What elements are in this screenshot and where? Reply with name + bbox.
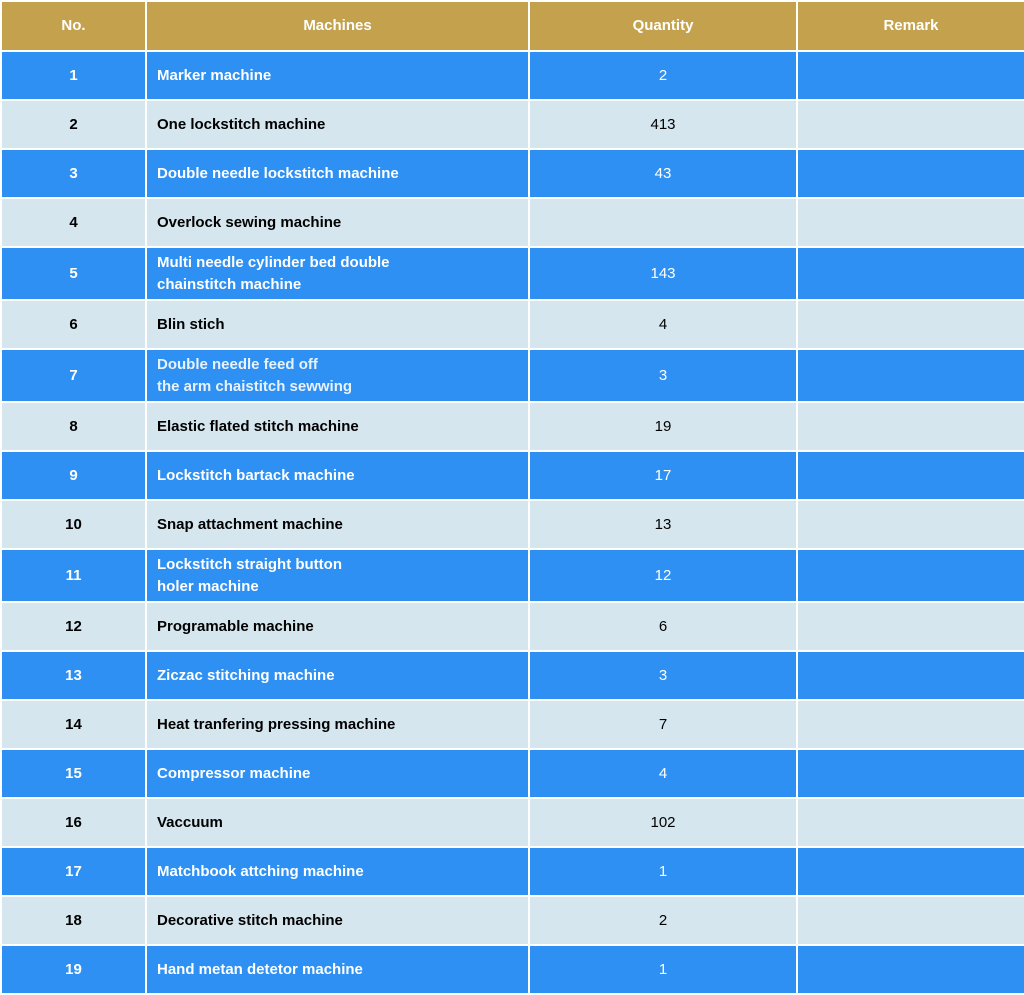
- header-machines: Machines: [146, 1, 529, 51]
- row-number: 6: [1, 300, 146, 349]
- machine-remark: [797, 549, 1024, 602]
- row-number: 19: [1, 945, 146, 994]
- machine-quantity: 3: [529, 349, 797, 402]
- machine-quantity: 102: [529, 798, 797, 847]
- row-number: 12: [1, 602, 146, 651]
- table-row: [1, 300, 1024, 349]
- machine-quantity: 2: [529, 51, 797, 100]
- machine-name: Double needle feed off the arm chaistitch sewwing: [146, 349, 529, 402]
- machine-name: Lockstitch straight button holer machine: [146, 549, 529, 602]
- row-number: 5: [1, 247, 146, 300]
- machine-name: Heat tranfering pressing machine: [146, 700, 529, 749]
- machine-name: Multi needle cylinder bed double chainstitch machine: [146, 247, 529, 300]
- row-number: 4: [1, 198, 146, 247]
- machine-quantity: 4: [529, 749, 797, 798]
- table-row: [1, 945, 1024, 994]
- machine-remark: [797, 100, 1024, 149]
- machine-remark: [797, 247, 1024, 300]
- table-row: [1, 602, 1024, 651]
- table-row: [1, 651, 1024, 700]
- machine-name: Ziczac stitching machine: [146, 651, 529, 700]
- machine-remark: [797, 300, 1024, 349]
- table-row: [1, 549, 1024, 602]
- machine-remark: [797, 651, 1024, 700]
- table-row: [1, 100, 1024, 149]
- table-row: [1, 451, 1024, 500]
- machine-quantity: 1: [529, 847, 797, 896]
- machine-quantity: 3: [529, 651, 797, 700]
- machine-quantity: 4: [529, 300, 797, 349]
- row-number: 18: [1, 896, 146, 945]
- row-number: 14: [1, 700, 146, 749]
- table-row: [1, 247, 1024, 300]
- machine-remark: [797, 602, 1024, 651]
- header-row: [1, 1, 1024, 51]
- row-number: 16: [1, 798, 146, 847]
- machine-quantity: 19: [529, 402, 797, 451]
- table-row: [1, 51, 1024, 100]
- row-number: 1: [1, 51, 146, 100]
- table-row: [1, 700, 1024, 749]
- machine-quantity: 2: [529, 896, 797, 945]
- header-quantity: Quantity: [529, 1, 797, 51]
- machine-remark: [797, 896, 1024, 945]
- row-number: 10: [1, 500, 146, 549]
- machine-quantity: 43: [529, 149, 797, 198]
- machine-remark: [797, 847, 1024, 896]
- table-row: [1, 198, 1024, 247]
- table-row: [1, 402, 1024, 451]
- machine-name: Overlock sewing machine: [146, 198, 529, 247]
- machine-name: Snap attachment machine: [146, 500, 529, 549]
- machine-quantity: 6: [529, 602, 797, 651]
- machine-quantity: 13: [529, 500, 797, 549]
- machine-remark: [797, 51, 1024, 100]
- machine-name: Marker machine: [146, 51, 529, 100]
- machine-remark: [797, 798, 1024, 847]
- machine-name: Vaccuum: [146, 798, 529, 847]
- row-number: 9: [1, 451, 146, 500]
- machine-remark: [797, 451, 1024, 500]
- machine-name: Double needle lockstitch machine: [146, 149, 529, 198]
- table-row: [1, 749, 1024, 798]
- machine-name: Blin stich: [146, 300, 529, 349]
- row-number: 2: [1, 100, 146, 149]
- row-number: 17: [1, 847, 146, 896]
- machine-quantity: [529, 198, 797, 247]
- machine-name: Programable machine: [146, 602, 529, 651]
- machine-name: Lockstitch bartack machine: [146, 451, 529, 500]
- machine-remark: [797, 749, 1024, 798]
- table-row: [1, 798, 1024, 847]
- machine-quantity: 1: [529, 945, 797, 994]
- machine-remark: [797, 198, 1024, 247]
- machine-name: Compressor machine: [146, 749, 529, 798]
- table-row: [1, 847, 1024, 896]
- machine-remark: [797, 700, 1024, 749]
- machine-remark: [797, 349, 1024, 402]
- row-number: 3: [1, 149, 146, 198]
- row-number: 8: [1, 402, 146, 451]
- machine-quantity: 413: [529, 100, 797, 149]
- row-number: 11: [1, 549, 146, 602]
- table-row: [1, 500, 1024, 549]
- table-body: [1, 51, 1024, 994]
- machine-quantity: 143: [529, 247, 797, 300]
- table-row: [1, 149, 1024, 198]
- machine-name: Elastic flated stitch machine: [146, 402, 529, 451]
- machine-remark: [797, 402, 1024, 451]
- machine-quantity: 7: [529, 700, 797, 749]
- header-remark: Remark: [797, 1, 1024, 51]
- machine-remark: [797, 149, 1024, 198]
- machine-remark: [797, 945, 1024, 994]
- row-number: 7: [1, 349, 146, 402]
- table-row: [1, 349, 1024, 402]
- header-no: No.: [1, 1, 146, 51]
- machine-name: Hand metan detetor machine: [146, 945, 529, 994]
- table-header: [1, 1, 1024, 51]
- machine-remark: [797, 500, 1024, 549]
- row-number: 15: [1, 749, 146, 798]
- table-row: [1, 896, 1024, 945]
- machine-name: Matchbook attching machine: [146, 847, 529, 896]
- machine-name: Decorative stitch machine: [146, 896, 529, 945]
- machine-name: One lockstitch machine: [146, 100, 529, 149]
- machine-quantity: 12: [529, 549, 797, 602]
- machine-quantity: 17: [529, 451, 797, 500]
- row-number: 13: [1, 651, 146, 700]
